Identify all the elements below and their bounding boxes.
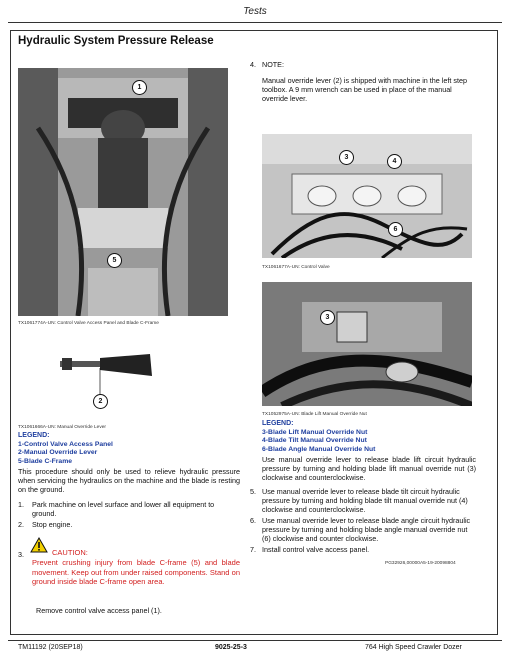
manual-override-lever-photo — [40, 346, 180, 418]
footer-machine-name: 764 High Speed Crawler Dozer — [365, 644, 462, 651]
footer-page-number: 9025-25-3 — [215, 644, 247, 651]
step-number: 5. — [250, 487, 256, 496]
callout-1: 1 — [132, 80, 147, 95]
photo3-caption: TX1061677A-UN: Control Valve — [262, 265, 330, 270]
control-valve-access-photo — [18, 68, 228, 316]
callout-2: 2 — [93, 394, 108, 409]
left-legend-title: LEGEND: — [18, 432, 50, 439]
photo4-caption: TX1052975A-UN: Blade Lift Manual Override Nut — [262, 412, 367, 417]
step-text: Stop engine. — [32, 520, 73, 529]
callout-4: 4 — [387, 154, 402, 169]
photo2-caption: TX1061666A-UN: Manual Override Lever — [18, 425, 106, 430]
legend-item: 5-Blade C-Frame — [18, 457, 73, 465]
section-header: Tests — [243, 6, 267, 17]
page-title: Hydraulic System Pressure Release — [18, 35, 214, 47]
step-1 — [18, 500, 240, 518]
warning-triangle-icon — [30, 537, 48, 553]
step-4-number: 4. — [250, 60, 256, 69]
legend-item: 2-Manual Override Lever — [18, 449, 98, 457]
step-number: 1. — [18, 500, 24, 509]
step-text: Use manual override lever to release blade angle circuit hydraulic pressure by turning and holding blade angle manual override nut (6) clockwise and counter clockwise. — [262, 516, 471, 543]
left-legend — [18, 441, 113, 466]
callout-6: 6 — [388, 222, 403, 237]
step-2 — [18, 520, 240, 529]
footer-doc-id: TM11192 (20SEP18) — [18, 644, 83, 651]
legend-item: 1-Control Valve Access Panel — [18, 441, 113, 448]
step-text: Use manual override lever to release blade tilt circuit hydraulic pressure by turning and holding blade tilt manual override nut (4) clockwise and counterclockwise. — [262, 487, 468, 514]
caution-label: CAUTION: — [52, 548, 88, 557]
step-number: 6. — [250, 516, 256, 525]
header-rule — [8, 22, 502, 23]
callout-5: 5 — [107, 253, 122, 268]
intro-paragraph: This procedure should only be used to relieve hydraulic pressure when servicing the hydraulics on the machine and the blade is resting on the ground. — [18, 467, 240, 494]
callout-3b: 3 — [320, 310, 335, 325]
step-number: 2. — [18, 520, 24, 529]
step-text: Park machine on level surface and lower all equipment to ground. — [32, 500, 215, 518]
step-5 — [250, 487, 476, 514]
warning-icon — [30, 537, 48, 558]
caution-text: Prevent crushing injury from blade C-frame (5) and blade movement. Keep out from under raised components. Stand on ground inside blade C-frame open area. — [32, 558, 240, 586]
control-valve-photo — [262, 134, 472, 258]
control-valve-illustration — [262, 134, 472, 258]
legend-item: 3-Blade Lift Manual Override Nut — [262, 429, 368, 436]
note-text: Manual override lever (2) is shipped with machine in the left step toolbox. A 9 mm wrench can be used in place of the manual override lever. — [262, 76, 467, 103]
step-7 — [250, 545, 476, 554]
footer-rule — [8, 640, 502, 641]
legend-item: 4-Blade Tilt Manual Override Nut — [262, 437, 367, 445]
reference-code: PG32926,00000A5-19-20098804 — [385, 561, 456, 566]
step-3-number: 3. — [18, 550, 24, 559]
override-lever-illustration — [40, 346, 180, 418]
legend-item: 6-Blade Angle Manual Override Nut — [262, 445, 376, 453]
lift-release-text: Use manual override lever to release blade lift circuit hydraulic pressure by turning and holding blade lift manual override nut (3) clockwise and counterclockwise. — [262, 455, 476, 482]
right-legend-title: LEGEND: — [262, 420, 294, 427]
override-nut-illustration — [262, 282, 472, 406]
step-text: Install control valve access panel. — [262, 545, 370, 554]
step-number: 7. — [250, 545, 256, 554]
note-label: NOTE: — [262, 60, 284, 69]
operator-at-valve-illustration — [18, 68, 228, 316]
remove-panel-text: Remove control valve access panel (1). — [36, 606, 162, 615]
step-6 — [250, 516, 476, 543]
right-legend — [262, 429, 375, 454]
photo1-caption: TX1061774A-UN: Control Valve Access Panel and Blade C-Frame — [18, 321, 159, 326]
blade-lift-nut-photo — [262, 282, 472, 406]
callout-3: 3 — [339, 150, 354, 165]
